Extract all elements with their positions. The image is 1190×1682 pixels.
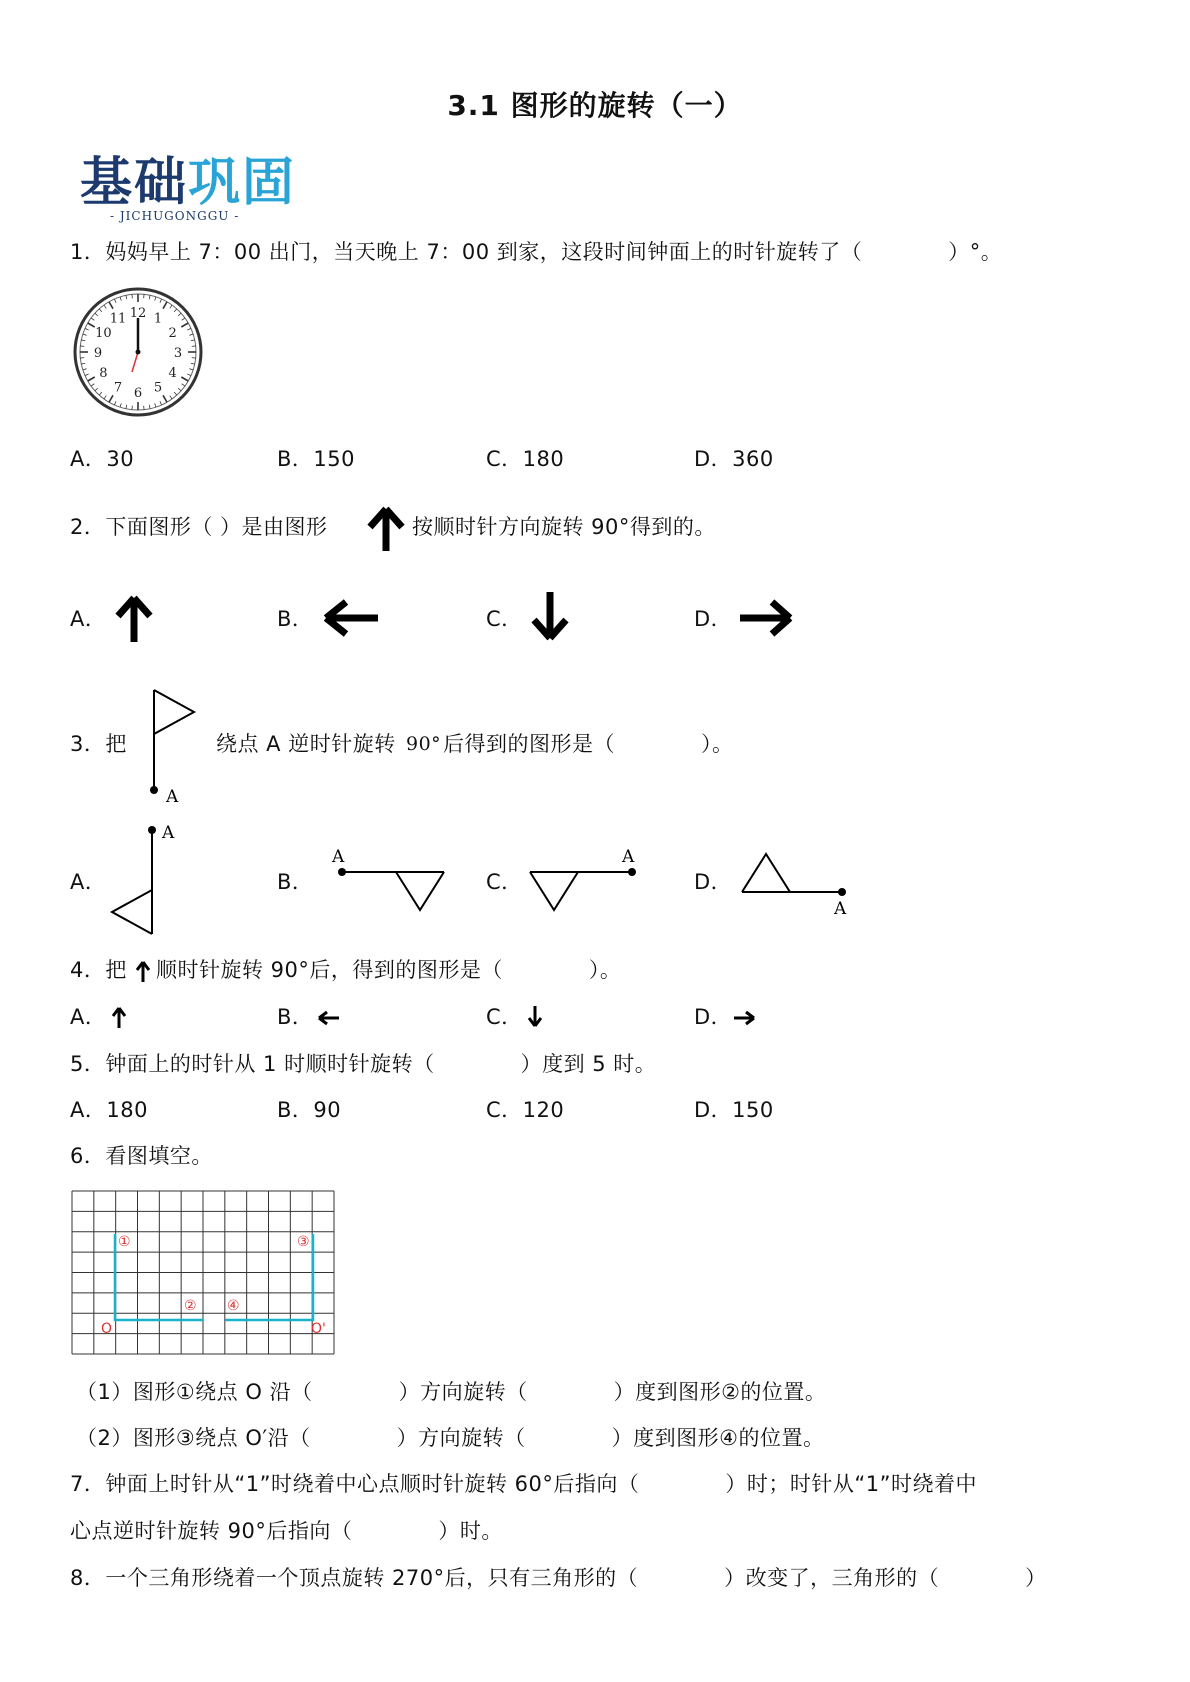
up-arrow-icon: [366, 505, 406, 553]
point-o-prime-label: O': [311, 1321, 326, 1337]
logo-part1: 基础: [80, 153, 189, 213]
clock-number: 12: [129, 306, 147, 321]
q3-option-d[interactable]: D．: [694, 870, 733, 894]
clock-number: 11: [109, 311, 127, 327]
q3-option-c[interactable]: C．: [486, 870, 523, 894]
q4-option-c[interactable]: C．: [486, 1005, 523, 1029]
clock-number: 1: [153, 311, 163, 327]
q3-figure-d[interactable]: [736, 848, 856, 918]
q1-option-d[interactable]: D．360: [694, 447, 774, 471]
q1-option-c[interactable]: C．180: [486, 447, 565, 471]
q4-option-b[interactable]: B．: [277, 1005, 314, 1029]
q2-stem-start: 2．下面图形（ ）是由图形: [70, 515, 328, 539]
small-up-arrow-icon[interactable]: [110, 1006, 128, 1030]
clock-number: 8: [99, 366, 108, 381]
clock-number: 3: [173, 346, 183, 361]
q3-point-label: A: [166, 787, 179, 804]
q5-option-b[interactable]: B．90: [277, 1098, 342, 1122]
q3-figure-a[interactable]: [106, 822, 186, 940]
q3-figure-b[interactable]: [326, 846, 452, 916]
logo-subtitle: - JICHUGONGGU -: [110, 209, 240, 223]
q3-stem-mid: 绕点 A 逆时针旋转: [216, 732, 396, 756]
q2-option-b[interactable]: B．: [277, 607, 314, 631]
clock-number: 4: [168, 366, 177, 381]
svg-text:A: A: [834, 899, 847, 918]
q5-option-d[interactable]: D．150: [694, 1098, 774, 1122]
q1-option-a[interactable]: A．30: [70, 447, 135, 471]
q3-figure-c[interactable]: [522, 846, 648, 916]
q7-line2: 心点逆时针旋转 90°后指向（ ）时。: [70, 1519, 503, 1543]
q8-line1: 8．一个三角形绕着一个顶点旋转 270°后，只有三角形的（ ）改变了，三角形的（ ）: [70, 1566, 1047, 1590]
up-arrow-icon[interactable]: [112, 594, 156, 644]
svg-text:A: A: [332, 847, 345, 867]
q3-option-b[interactable]: B．: [277, 870, 314, 894]
down-arrow-icon[interactable]: [528, 590, 572, 642]
small-left-arrow-icon[interactable]: [317, 1009, 341, 1027]
q5-option-c[interactable]: C．120: [486, 1098, 565, 1122]
q6-sub1: （1）图形①绕点 O 沿（ ）方向旋转（ ）度到图形②的位置。: [76, 1380, 827, 1404]
clock-number: 9: [93, 346, 103, 361]
q4-stem-end: 顺时针旋转 90°后，得到的图形是（ ）。: [156, 958, 622, 982]
q4-stem-start: 4．把: [70, 958, 127, 982]
q6-stem: 6．看图填空。: [70, 1144, 213, 1168]
svg-text:A: A: [162, 823, 175, 843]
clock-figure: [72, 286, 204, 418]
right-arrow-icon[interactable]: [738, 596, 794, 640]
q7-line1: 7．钟面上时针从“1”时绕着中心点顺时针旋转 60°后指向（ ）时；时针从“1”时绕着中: [70, 1472, 977, 1496]
left-arrow-icon[interactable]: [322, 596, 382, 640]
figure4-label: ④: [227, 1298, 240, 1314]
q6-sub2: （2）图形③绕点 O′沿（ ）方向旋转（ ）度到图形④的位置。: [76, 1426, 825, 1450]
logo-part2: 巩固: [188, 153, 297, 213]
q5-option-a[interactable]: A．180: [70, 1098, 148, 1122]
q5-stem: 5．钟面上的时针从 1 时顺时针旋转（ ）度到 5 时。: [70, 1052, 657, 1076]
q1-stem: 1．妈妈早上 7：00 出门，当天晚上 7：00 到家，这段时间钟面上的时针旋转了（ ）°。: [70, 240, 1003, 264]
q3-stem-end: 后得到的图形是（ ）。: [443, 732, 734, 756]
page-title: 3.1 图形的旋转（一）: [447, 89, 743, 122]
q2-stem-end: 按顺时针方向旋转 90°得到的。: [412, 515, 716, 539]
q1-option-b[interactable]: B．150: [277, 447, 355, 471]
figure1-label: ①: [118, 1234, 131, 1250]
figure2-label: ②: [184, 1298, 197, 1314]
q4-option-d[interactable]: D．: [694, 1005, 733, 1029]
clock-number: 7: [113, 380, 123, 396]
q2-option-a[interactable]: A．: [70, 607, 107, 631]
small-down-arrow-icon[interactable]: [526, 1004, 544, 1028]
clock-number: 6: [133, 386, 143, 401]
logo: [80, 140, 296, 223]
q2-option-c[interactable]: C．: [486, 607, 523, 631]
clock-number: 2: [168, 326, 177, 341]
figure3-label: ③: [297, 1234, 310, 1250]
q2-option-d[interactable]: D．: [694, 607, 733, 631]
clock-number: 5: [153, 380, 163, 396]
svg-text:A: A: [622, 847, 635, 867]
small-up-arrow-icon: [134, 960, 152, 984]
small-right-arrow-icon[interactable]: [732, 1009, 756, 1027]
q3-angle: 90°: [406, 733, 442, 755]
q4-option-a[interactable]: A．: [70, 1005, 107, 1029]
flag-figure: [140, 686, 200, 804]
q3-option-a[interactable]: A．: [70, 870, 107, 894]
clock-number: 10: [95, 326, 112, 341]
q3-stem-start: 3．把: [70, 732, 127, 756]
point-o-label: O: [101, 1321, 113, 1337]
rotation-grid-figure: [71, 1190, 335, 1356]
